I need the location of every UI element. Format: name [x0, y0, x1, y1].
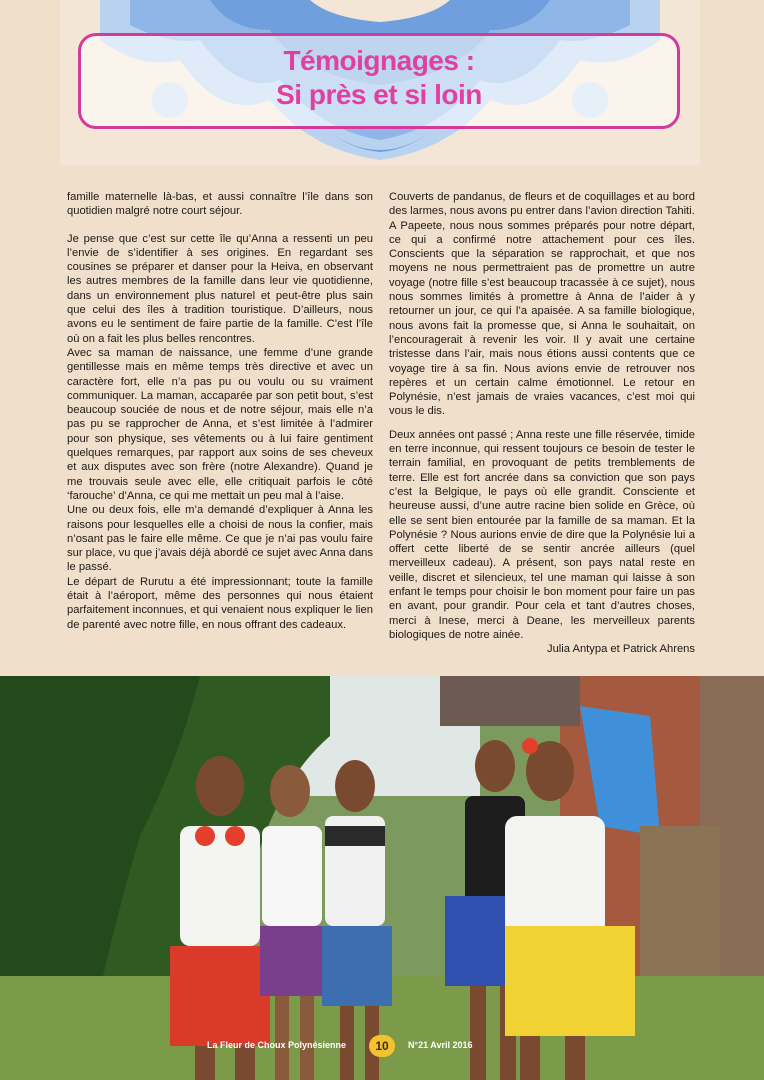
publication-name: La Fleur de Choux Polynésienne — [206, 1040, 346, 1050]
article-column-right — [389, 190, 695, 657]
paragraph: Couverts de pandanus, de fleurs et de coquillages et au bord des larmes, nous avons pu entrer dans l’avion direction Tahiti. — [389, 191, 695, 218]
paragraph: Une ou deux fois, elle m’a demandé d’expliquer à Anna les raisons pour lesquelles elle a choisi de nous la confier, mais n’osant pas le faire elle même. Ce que je n’ai pas voulu faire sur place, vu que j’avais déjà abordé ce sujet avec Anna dans le passé. — [67, 504, 373, 574]
issue-info: N°21 Avril 2016 — [408, 1040, 473, 1050]
title-box — [78, 33, 680, 129]
paragraph: Le départ de Rurutu a été impressionnant; toute la famille était à l’aéroport, même des personnes qui nous étaient parfaitement inconnues, et qui venaient nous expliquer le lien de parenté avec notre fille, en nous offrant des cadeaux. — [67, 575, 373, 631]
photo-dancers — [0, 676, 764, 1080]
title-line-2: Si près et si loin — [276, 79, 482, 110]
paragraph: famille maternelle là-bas, et aussi connaître l’île dans son quotidien malgré notre court séjour. — [67, 191, 373, 218]
signature: Julia Antypa et Patrick Ahrens — [546, 643, 695, 656]
article-column-left — [67, 190, 373, 632]
paragraph: A Papeete, nous nous sommes préparés pour notre départ, ce qui a confirmé notre attachement pour ces îles. Conscients que la séparation se rapprochait, et que nos moyens ne nous permettraient pas de promettre un autre voyage (notre fille s’est beaucoup tracassée à ce sujet), nous nous sommes limités à promettre à Anna de l’aider à y retourner un jour, ce qui l’a apaisée. A sa famille biologique, nous avons fait la promesse que, si Anna le souhaitait, on l’encouragerait à revenir les voir. Il y avait une certaine tristesse dans l’air, mais nous étions aussi contents que ce voyage tire à sa fin. Nous avions envie de retrouver nos repères et un certain calme émotionnel. Le retour en Polynésie, n’est jamais de vraies vacances, c’est moi qui vous le dis. — [389, 219, 695, 418]
paragraph: Je pense que c’est sur cette île qu’Anna a ressenti un peu l’envie de s’identifier à ses origines. En regardant ses cousines se préparer et danser pour la Heiva, en observant les autres membres de la famille dans leur vie quotidienne, dans un environnement plus naturel et peut-être plus sain que celui des îles à tradition touristique. D’ailleurs, nous avons eu le sentiment de faire partie de la famille. C’est l’île où on a fait les plus belles rencontres. — [67, 232, 373, 345]
footer — [0, 1035, 764, 1059]
paragraph: Deux années ont passé ; Anna reste une fille réservée, timide en terre inconnue, qui ressent toujours ce besoin de tester le terrain familial, en provoquant de petits tremblements de terre. Elle est fort ancrée dans sa conviction que son pays c’est la Belgique, le pays où elle grandit. Consciente et heureuse aussi, d’une autre racine bien solide en Grèce, où elle se sent bien entourée par la famille de sa maman. Et la Polynésie ? Nous aurions envie de dire que la Polynésie lui a offert cette liberté de se sentir ancrée ailleurs (quel merveilleux cadeau). A présent, son pays natal reste en veille, discret et silencieux, tel une maman qui laisse à son enfant le temps pour choisir le bon moment pour faire un pas en avant, pour grandir. Pour cela et tant d’autres choses, merci à Inese, merci à Deane, les merveilleux parents biologiques de notre ainée. — [389, 428, 695, 641]
page-number-badge: 10 — [369, 1035, 395, 1057]
paragraph: Avec sa maman de naissance, une femme d’une grande gentillesse mais en même temps très directive et avec un caractère fort, elle n’a pas pu ou voulu ou su vraiment communiquer. La maman, accaparée par son petit bout, s’est beaucoup souciée de nous et de notre séjour, mais elle n’a pas pu se rapprocher de Anna, et s’est limitée à l’admirer pour son physique, ses vêtements ou à lui faire gentiment quelques remarques, par rapport aux soins de ses cheveux et aux disputes avec son frère (notre Alexandre). Quand je me trouvais seule avec elle, elle critiquait parfois le côté ‘farouche’ d’Anna, ce qui me mettait un peu mal à l’aise. — [67, 346, 373, 502]
title-line-1: Témoignages : — [283, 45, 475, 76]
